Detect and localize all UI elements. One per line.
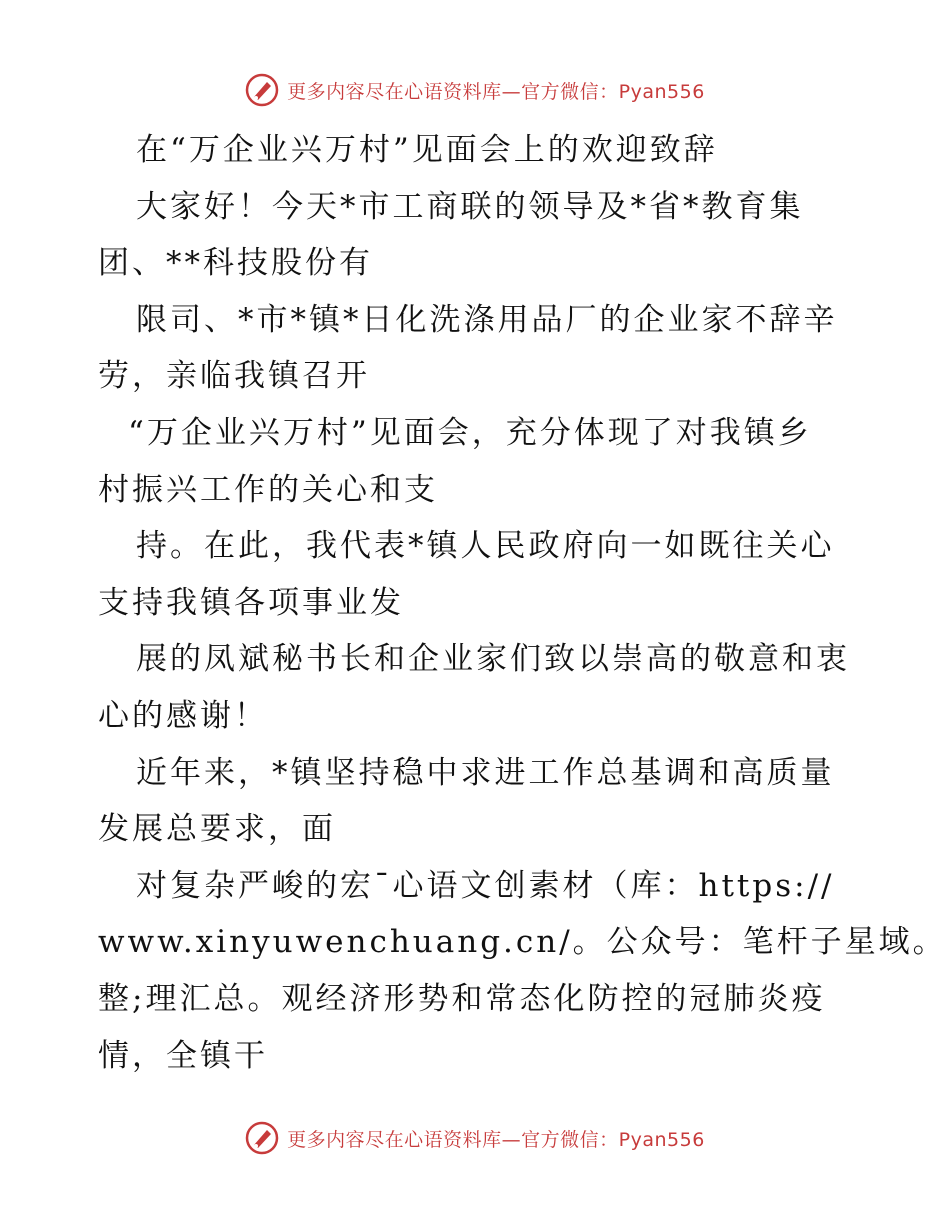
text-line: 对复杂严峻的宏¯心语文创素材（库：https:// (136, 867, 835, 904)
text-line: 持。在此，我代表*镇人民政府向一如既往关心 (136, 528, 835, 565)
text-line: 发展总要求，面 (98, 811, 336, 848)
text-line: 限司、*市*镇*日化洗涤用品厂的企业家不辞辛 (136, 301, 838, 338)
watermark-text: 更多内容尽在心语资料库—官方微信：Pyan556 (287, 80, 705, 103)
pen-nib-logo-icon (245, 73, 279, 107)
text-line: “万企业兴万村”见面会，充分体现了对我镇乡 (128, 414, 812, 451)
text-line: 近年来，*镇坚持稳中求进工作总基调和高质量 (136, 754, 835, 791)
text-line: 支持我镇各项事业发 (98, 584, 404, 621)
watermark-text: 更多内容尽在心语资料库—官方微信：Pyan556 (287, 1128, 705, 1151)
text-line: 心的感谢！ (98, 697, 268, 734)
text-line: 整;理汇总。观经济形势和常态化防控的冠肺炎疫 (98, 980, 826, 1017)
text-line: 团、**科技股份有 (98, 245, 373, 282)
header-watermark-banner (0, 70, 950, 110)
footer-watermark-banner (0, 1118, 950, 1158)
text-line: 村振兴工作的关心和支 (98, 471, 438, 508)
text-line: 情，全镇干 (98, 1037, 268, 1074)
text-line: www.xinyuwenchuang.cn/。公众号：笔杆子星域。 (98, 924, 947, 961)
document-body (98, 122, 947, 1084)
pen-nib-logo-icon (245, 1121, 279, 1155)
text-line: 展的凤斌秘书长和企业家们致以崇高的敬意和衷 (136, 641, 850, 678)
text-line: 大家好！今天*市工商联的领导及*省*教育集 (136, 188, 804, 225)
text-line: 劳，亲临我镇召开 (98, 358, 370, 395)
document-title: 在“万企业兴万村”见面会上的欢迎致辞 (136, 132, 718, 168)
